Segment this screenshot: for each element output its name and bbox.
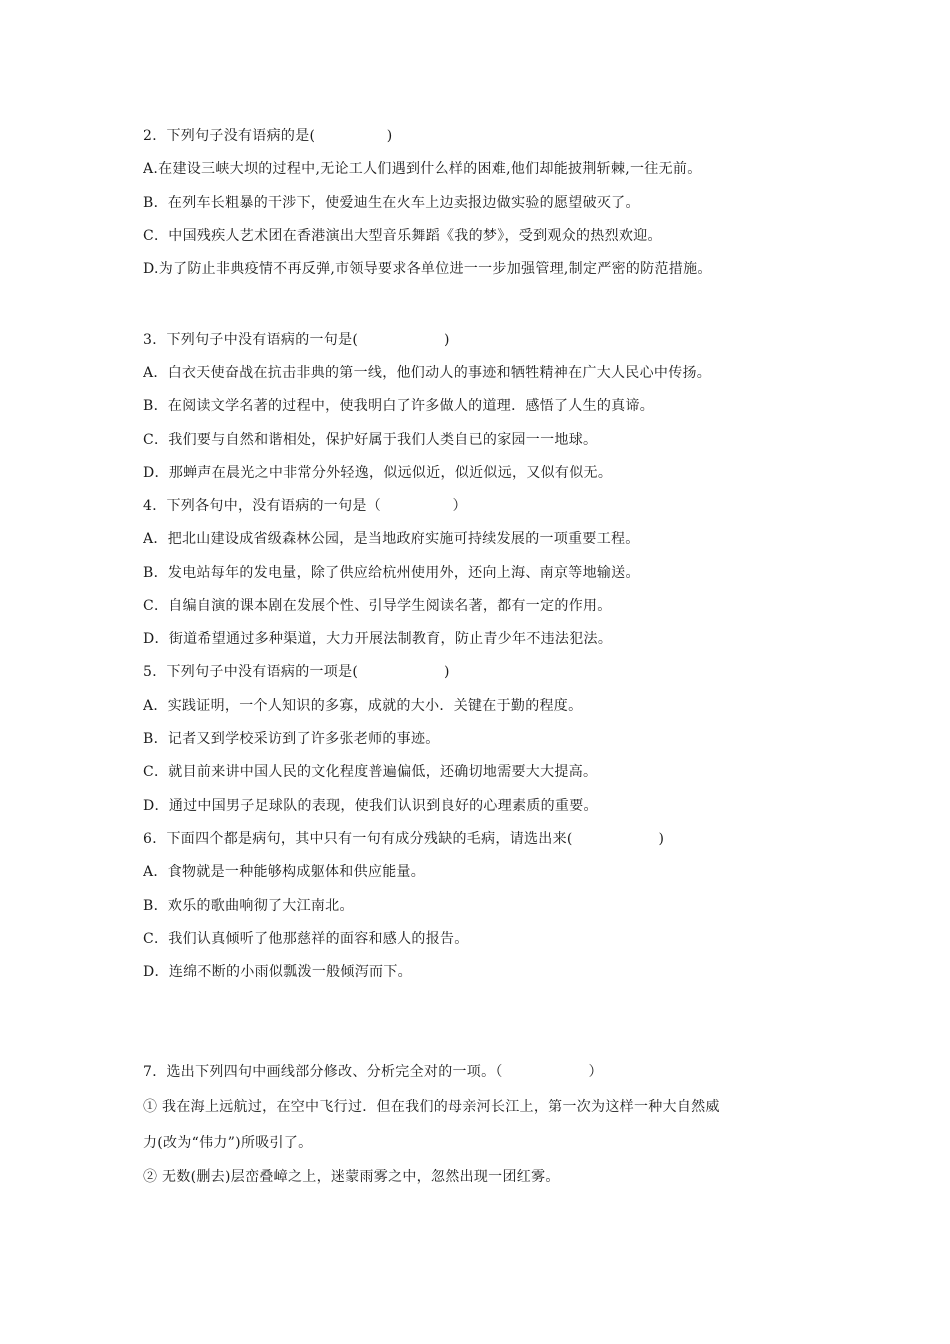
question-6-stem: 6．下面四个都是病句，其中只有一句有成分残缺的毛病，请选出来( ) (143, 831, 665, 847)
question-5-option-a: A．实践证明，一个人知识的多寡，成就的大小．关键在于勤的程度。 (143, 698, 583, 714)
question-2-option-b: B．在列车长粗暴的干涉下，使爱迪生在火车上边卖报边做实验的愿望破灭了。 (143, 195, 640, 211)
question-4-option-d: D．街道希望通过多种渠道，大力开展法制教育，防止青少年不违法犯法。 (143, 631, 613, 647)
question-5-option-d: D．通过中国男子足球队的表现，使我们认识到良好的心理素质的重要。 (143, 798, 598, 814)
question-5-stem: 5．下列句子中没有语病的一项是( ) (143, 664, 450, 680)
question-4-option-a: A．把北山建设成省级森林公园，是当地政府实施可持续发展的一项重要工程。 (143, 531, 640, 547)
question-3-option-b: B．在阅读文学名著的过程中，使我明白了许多做人的道理．感悟了人生的真谛。 (143, 398, 655, 414)
question-5-option-c: C．就目前来讲中国人民的文化程度普遍偏低，还确切地需要大大提高。 (143, 764, 598, 780)
question-5-option-b: B．记者又到学校采访到了许多张老师的事迹。 (143, 731, 440, 747)
question-3-stem: 3．下列句子中没有语病的一句是( ) (143, 332, 450, 348)
question-6-option-d: D．连绵不断的小雨似瓢泼一般倾泻而下。 (143, 964, 412, 980)
question-4-stem: 4．下列各句中，没有语病的一句是（ ） (143, 498, 467, 514)
question-2-option-d: D.为了防止非典疫情不再反弹,市领导要求各单位进一一步加强管理,制定严密的防范措施。 (143, 261, 712, 277)
question-6-option-c: C．我们认真倾听了他那慈祥的面容和感人的报告。 (143, 931, 469, 947)
question-7-item-2: ② 无数(删去)层峦叠嶂之上，迷蒙雨雾之中，忽然出现一团红雾。 (143, 1169, 560, 1185)
question-3-option-a: A．白衣天使奋战在抗击非典的第一线，他们动人的事迹和牺牲精神在广大人民心中传扬。 (143, 365, 712, 381)
question-4-option-b: B．发电站每年的发电量，除了供应给杭州使用外，还向上海、南京等地输送。 (143, 565, 640, 581)
question-3-option-c: C．我们要与自然和谐相处，保护好属于我们人类自已的家园一一地球。 (143, 432, 598, 448)
question-7-stem: 7．选出下列四句中画线部分修改、分析完全对的一项。（ ） (143, 1064, 603, 1080)
question-6-option-a: A．食物就是一种能够构成躯体和供应能量。 (143, 864, 426, 880)
question-2-stem: 2．下列句子没有语病的是( ) (143, 128, 393, 144)
question-4-option-c: C．自编自演的课本剧在发展个性、引导学生阅读名著，都有一定的作用。 (143, 598, 612, 614)
question-7-item-1-line-2: 力(改为“伟力”)所吸引了。 (143, 1135, 313, 1151)
question-2-option-c: C．中国残疾人艺术团在香港演出大型音乐舞蹈《我的梦》，受到观众的热烈欢迎。 (143, 228, 662, 244)
question-3-option-d: D．那蝉声在晨光之中非常分外轻逸，似远似近，似近似远，又似有似无。 (143, 465, 613, 481)
question-7-item-1-line-1: ① 我在海上远航过，在空中飞行过．但在我们的母亲河长江上，第一次为这样一种大自然威 (143, 1099, 720, 1115)
question-6-option-b: B．欢乐的歌曲响彻了大江南北。 (143, 898, 354, 914)
question-2-option-a: A.在建设三峡大坝的过程中,无论工人们遇到什么样的困难,他们却能披荆斩棘,一往无前。 (143, 161, 702, 177)
